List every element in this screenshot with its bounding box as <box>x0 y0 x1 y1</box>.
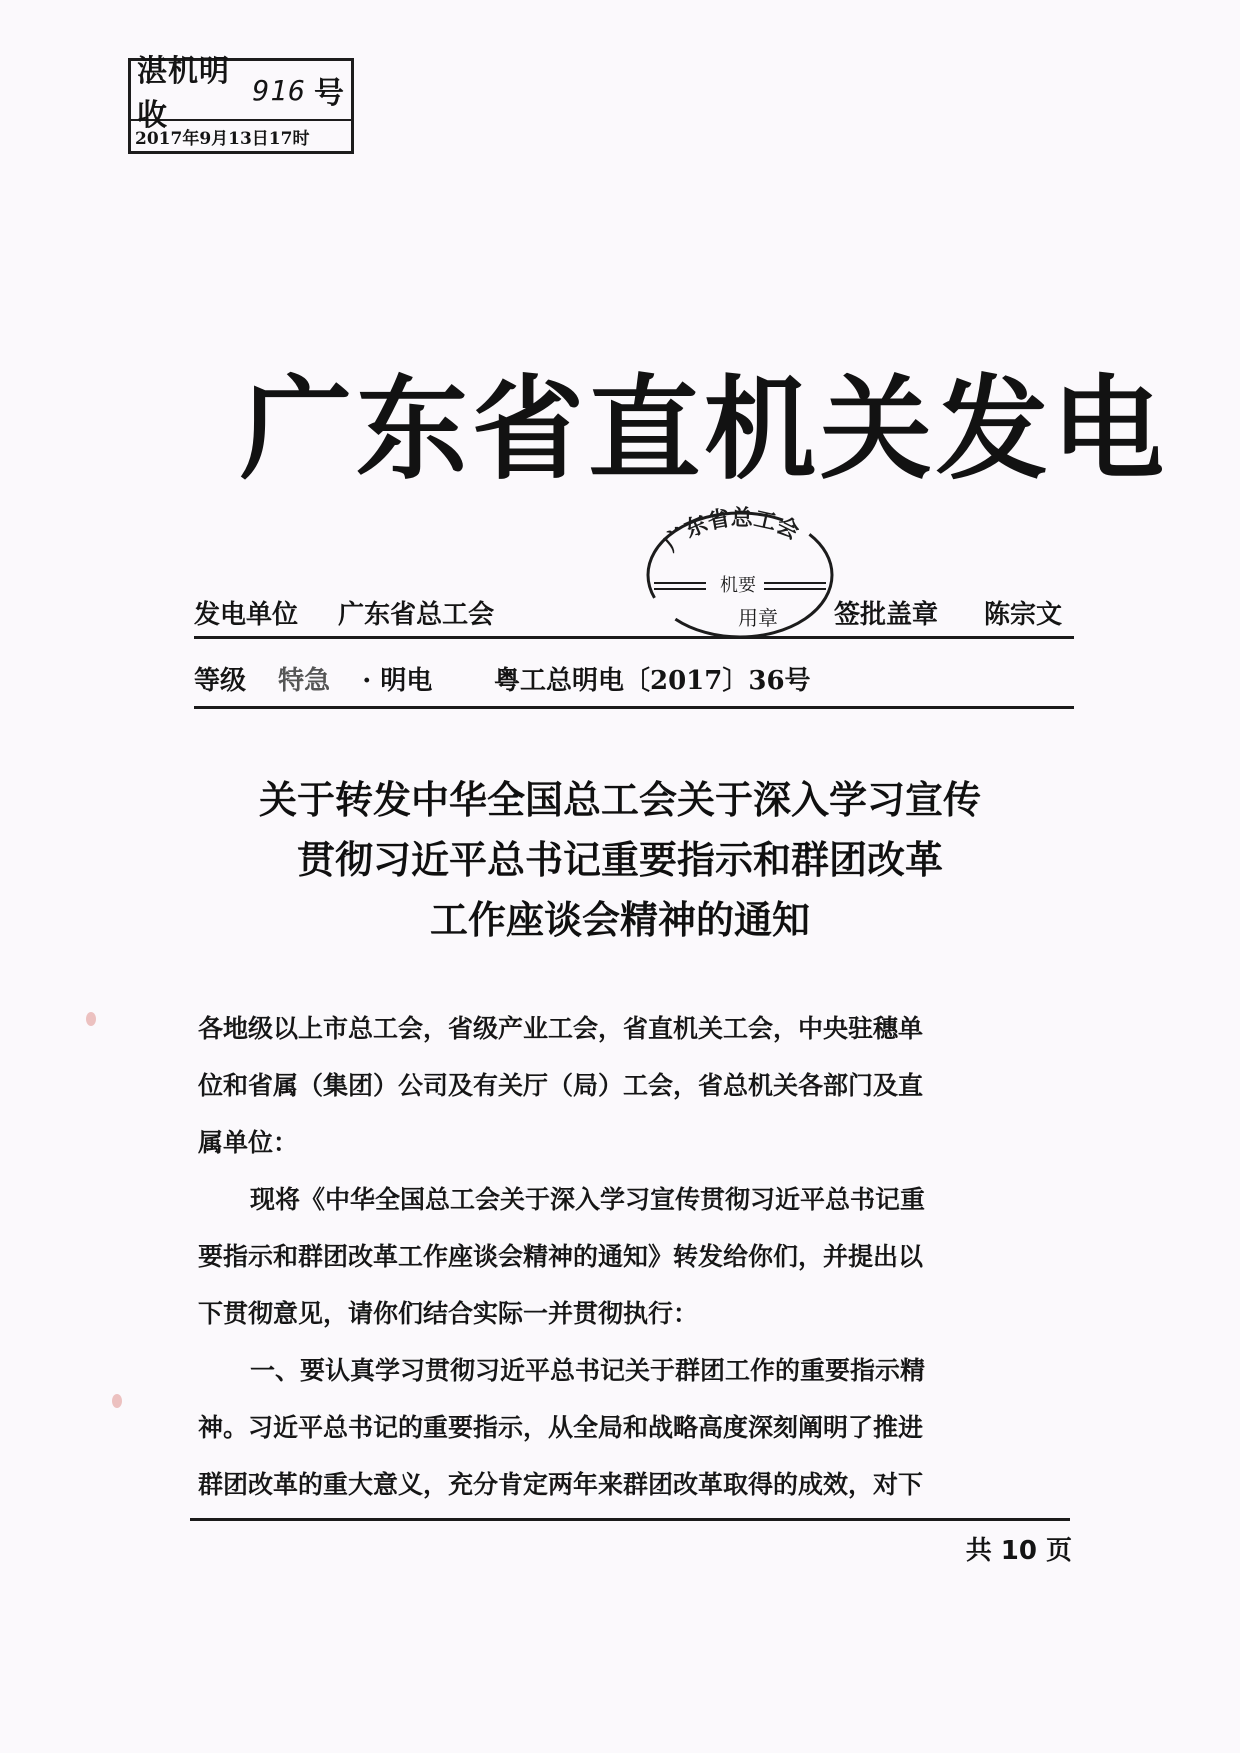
scan-artifact <box>86 1012 96 1026</box>
footer-divider <box>190 1518 1070 1521</box>
official-seal <box>640 505 852 655</box>
title-line: 工作座谈会精神的通知 <box>429 898 810 942</box>
sender-value: 广东省总工会 <box>338 600 495 630</box>
scan-artifact <box>112 1394 122 1408</box>
receipt-stamp-datetime: 2017年9月13日17时 <box>135 128 310 149</box>
sender-label: 发电单位 <box>194 600 299 630</box>
body-line: 群团改革的重大意义，充分肯定两年来群团改革取得的成效，对下 <box>198 1470 924 1499</box>
page-total: 共 10 页 <box>965 1536 1072 1566</box>
grade-value: 特急 <box>278 666 331 696</box>
seal-top-text: 广东省总工会 <box>658 505 804 557</box>
receipt-stamp-suffix: 号 <box>314 76 345 111</box>
sender-row <box>194 594 1074 631</box>
body-line: 各地级以上市总工会，省级产业工会，省直机关工会，中央驻穗单 <box>198 1014 924 1043</box>
receipt-stamp-prefix: 湛机明收 <box>137 54 230 133</box>
masthead-title: 广东省直机关发电 <box>240 364 1168 495</box>
header-divider-2 <box>194 706 1074 709</box>
approval-label: 签批盖章 <box>834 600 939 630</box>
receipt-stamp <box>128 54 354 154</box>
header-divider-1 <box>194 636 1074 639</box>
seal-bottom-text: 用章 <box>738 606 778 630</box>
document-title <box>180 770 1060 950</box>
document-body <box>198 1000 1070 1513</box>
grade-label: 等级 <box>194 666 247 696</box>
body-line: 神。习近平总书记的重要指示，从全局和战略高度深刻阐明了推进 <box>198 1413 924 1442</box>
body-line: 属单位： <box>198 1128 299 1157</box>
title-line: 关于转发中华全国总工会关于深入学习宣传 <box>258 778 981 822</box>
body-line: 位和省属（集团）公司及有关厅（局）工会，省总机关各部门及直 <box>198 1071 924 1100</box>
grade-row <box>194 660 1074 697</box>
receipt-stamp-number: 916 <box>252 73 306 107</box>
approval-value: 陈宗文 <box>984 600 1063 630</box>
body-line: 一、要认真学习贯彻习近平总书记关于群团工作的重要指示精 <box>250 1356 926 1385</box>
body-line: 要指示和群团改革工作座谈会精神的通知》转发给你们，并提出以 <box>198 1242 924 1271</box>
seal-middle-text: 机要 <box>720 575 756 596</box>
title-line: 贯彻习近平总书记重要指示和群团改革 <box>296 838 943 882</box>
document-number: 粤工总明电〔2017〕36号 <box>494 666 811 696</box>
receipt-stamp-number-row <box>131 54 351 133</box>
body-line: 下贯彻意见，请你们结合实际一并贯彻执行： <box>198 1299 699 1328</box>
body-line: 现将《中华全国总工会关于深入学习宣传贯彻习近平总书记重 <box>250 1185 926 1214</box>
telegram-type: · 明电 <box>362 666 433 696</box>
